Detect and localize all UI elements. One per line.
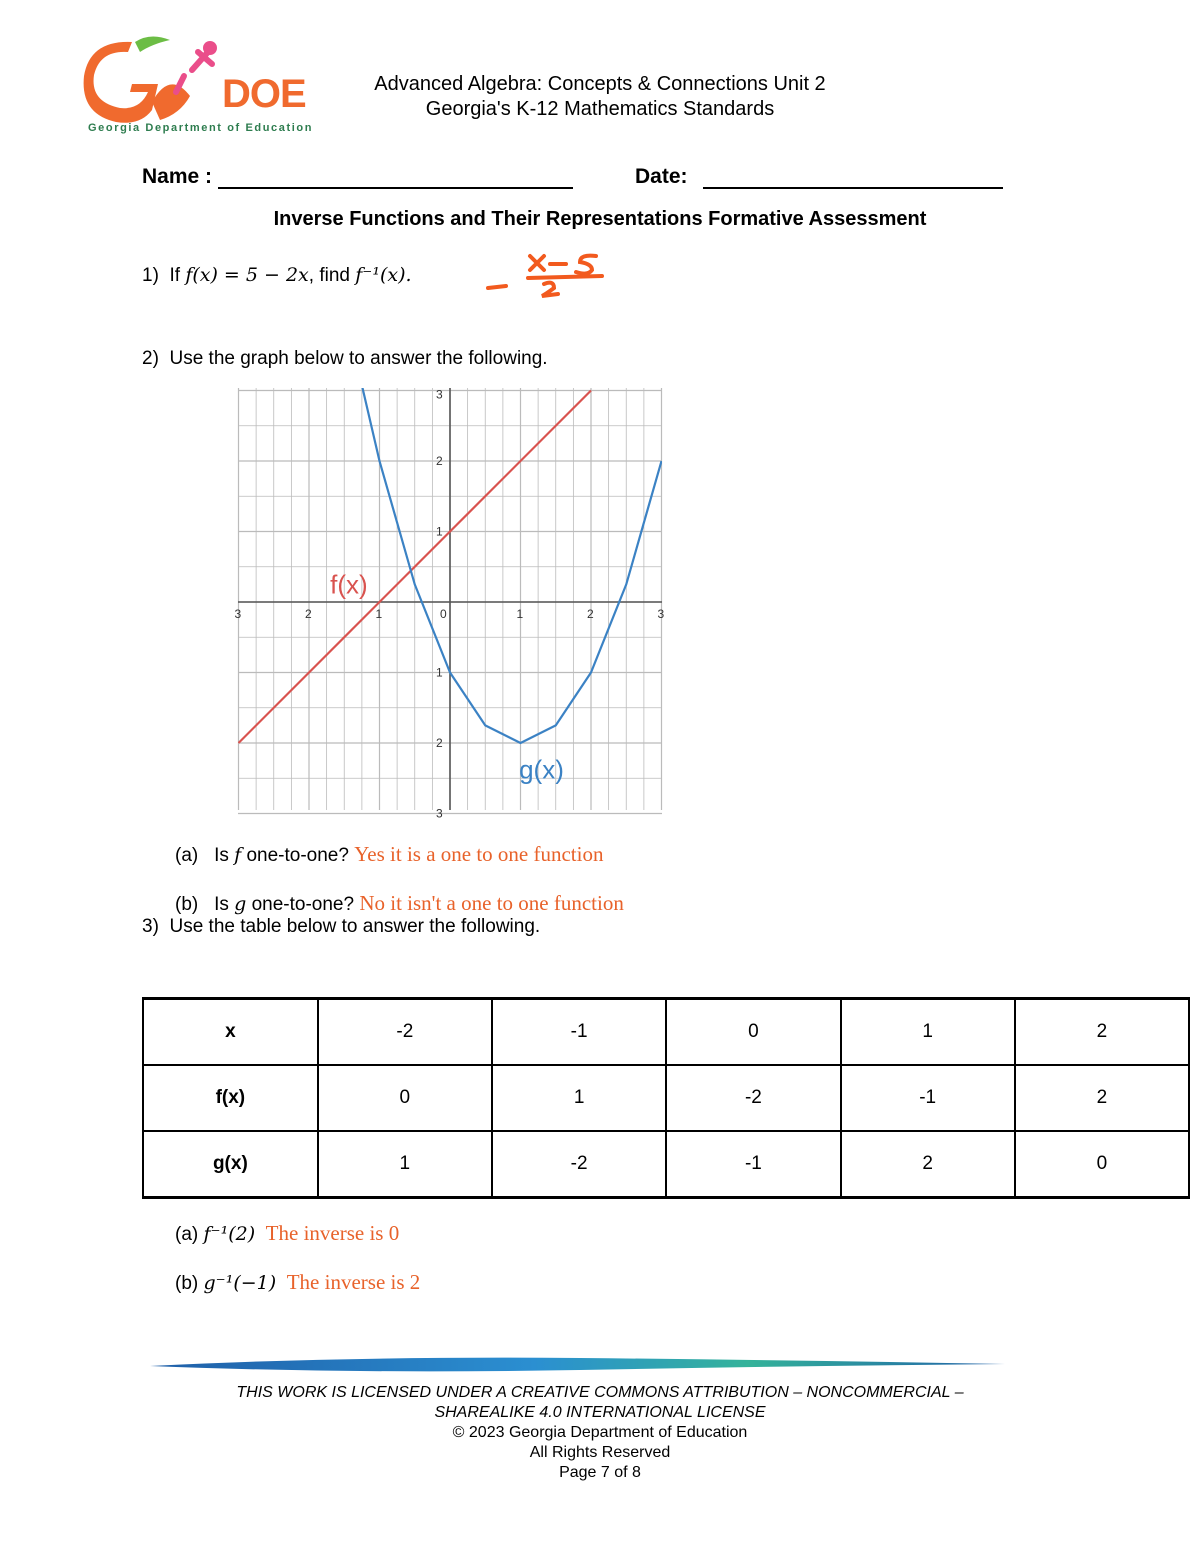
q3a-expr: f⁻¹(2): [203, 1223, 256, 1245]
table-cell: 0: [1015, 1131, 1189, 1198]
table-cell: -2: [492, 1131, 666, 1198]
q2b-var: g: [234, 893, 247, 915]
q2b-label: (b): [175, 894, 199, 915]
q1-text-if: If: [169, 265, 181, 286]
table-cell: f(x): [143, 1065, 318, 1131]
table-cell: 0: [318, 1065, 492, 1131]
function-graph: [230, 380, 670, 820]
header-course: Advanced Algebra: Concepts & Connections Unit 2: [374, 73, 826, 95]
series-line-g: [358, 380, 661, 743]
q3b-answer: The inverse is 2: [286, 1270, 421, 1294]
q3b-expr: g⁻¹(−1): [203, 1272, 277, 1294]
q2-part-a: [175, 842, 603, 867]
x-tick-label: 1: [375, 607, 383, 621]
question-2: [142, 348, 548, 370]
table-cell: -1: [841, 1065, 1015, 1131]
page-title: Inverse Functions and Their Representations Formative Assessment: [273, 208, 927, 230]
date-field[interactable]: [703, 187, 1003, 189]
footer-divider: [150, 1352, 1005, 1376]
q1-function: f(x) = 5 − 2x: [185, 264, 309, 286]
table-cell: -1: [666, 1131, 840, 1198]
table-cell: -2: [318, 999, 492, 1066]
q3-number: 3): [142, 916, 159, 937]
table-cell: 1: [841, 999, 1015, 1066]
table-cell: 1: [318, 1131, 492, 1198]
handwritten-ink: [484, 250, 614, 300]
y-tick-label: 1: [436, 665, 443, 680]
x-tick-label: 2: [587, 607, 594, 621]
q1-number: 1): [142, 265, 159, 286]
q1-handwritten-text: [484, 250, 485, 251]
y-tick-label: 3: [436, 806, 443, 820]
q2a-text-post: one-to-one?: [246, 845, 349, 866]
q1-text-find: , find: [308, 265, 350, 286]
logo-tagline: Georgia Department of Education: [88, 122, 314, 134]
q3a-answer: The inverse is 0: [265, 1221, 400, 1245]
table-cell: 1: [492, 1065, 666, 1131]
q2b-text-pre: Is: [214, 894, 229, 915]
q2b-text-post: one-to-one?: [251, 894, 355, 915]
q2-part-b: [175, 891, 624, 916]
q3-prompt: Use the table below to answer the following.: [169, 916, 541, 937]
question-3: [142, 916, 540, 938]
series-label-f: f(x): [330, 569, 368, 600]
q2-prompt: Use the graph below to answer the following.: [169, 348, 548, 369]
license-line-2: SHAREALIKE 4.0 INTERNATIONAL LICENSE: [434, 1404, 766, 1421]
table-cell: 2: [1015, 1065, 1189, 1131]
license-line-1: THIS WORK IS LICENSED UNDER A CREATIVE COMMONS ATTRIBUTION – NONCOMMERCIAL –: [236, 1384, 964, 1401]
q2a-var: f: [234, 844, 242, 866]
values-table: [142, 997, 1190, 1199]
x-tick-label: 3: [657, 607, 665, 621]
y-tick-label: 2: [436, 454, 443, 468]
question-1: [142, 264, 412, 287]
q3-part-a: [175, 1221, 399, 1246]
x-tick-label: 0: [440, 607, 447, 621]
q1-handwritten-answer: [484, 250, 614, 300]
q2b-answer: No it isn't a one to one function: [359, 891, 624, 915]
y-tick-label: 2: [436, 736, 443, 750]
table-cell: 0: [666, 999, 840, 1066]
table-row: [143, 1131, 1189, 1198]
q2a-answer: Yes it is a one to one function: [354, 842, 604, 866]
y-tick-label: 3: [436, 387, 443, 402]
table-cell: 2: [1015, 999, 1189, 1066]
logo-wordmark-doe: DOE: [222, 72, 306, 116]
name-label: Name :: [142, 165, 213, 188]
series-label-g: g(x): [519, 754, 564, 785]
q1-inverse: f⁻¹(x).: [355, 264, 412, 286]
header-standards: Georgia's K-12 Mathematics Standards: [425, 98, 775, 120]
q3a-label: (a): [175, 1224, 199, 1245]
rights: All Rights Reserved: [529, 1444, 671, 1461]
q3b-label: (b): [175, 1273, 199, 1294]
date-label: Date:: [635, 165, 688, 188]
table-cell: g(x): [143, 1131, 318, 1198]
name-field[interactable]: [218, 187, 573, 189]
table-cell: x: [143, 999, 318, 1066]
y-tick-label: 1: [436, 524, 443, 539]
table-cell: 2: [841, 1131, 1015, 1198]
q3-part-b: [175, 1270, 420, 1295]
page-number: Page 7 of 8: [559, 1464, 641, 1481]
q2-number: 2): [142, 348, 159, 369]
q2a-label: (a): [175, 845, 199, 866]
x-tick-label: 1: [516, 607, 524, 621]
gadoe-logo: [80, 30, 320, 140]
table-row: [143, 999, 1189, 1066]
x-tick-label: 2: [305, 607, 312, 621]
q2a-text-pre: Is: [214, 845, 229, 866]
x-tick-label: 3: [234, 607, 242, 621]
table-cell: -2: [666, 1065, 840, 1131]
copyright: © 2023 Georgia Department of Education: [452, 1424, 748, 1441]
table-cell: -1: [492, 999, 666, 1066]
footer-license: [150, 1383, 1050, 1483]
table-row: [143, 1065, 1189, 1131]
